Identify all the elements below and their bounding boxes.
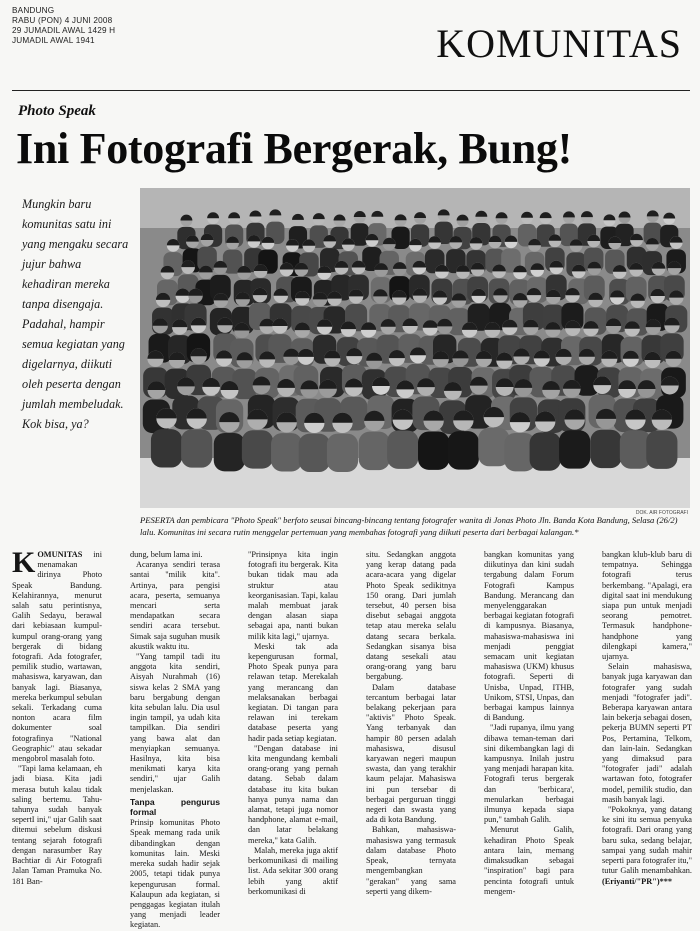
signoff: (Eriyanti/"PR")*** [602,876,673,886]
paragraph: "Tapi lama kelamaan, eh jadi biasa. Kita jadi merasa butuh kalau tidak saling bertemu. Tahu-tahunya sudah banyak sepertI ini," ujar Galih saat ditemui sebelum diskusi tentang sejarah fotografi dengan narasumber Ray Bachtiar di Air Fotografi Jalan Taman Pramuka No. 181 Ban- [12,764,102,886]
paragraph: Dalam database tercantum berbagai latar belakang pekerjaan para "aktivis" Photo Speak. Yang terbanyak dan hampir 80 persen adalah mahasiswa, disusul karyawan negeri maupun swasta, dan yang terakhir kaum pelajar. Mahasiswa ini pun tersebar di berbagai perguruan tinggi negeri dan swasta yang ada di kota Bandung. [366,682,456,825]
date-line-hijri: 29 JUMADIL AWAL 1429 H [12,26,116,35]
paragraph: Acaranya sendiri terasa santai "milik kita". Artinya, para pengisi acara, peserta, semuanya mencari serta mendapatkan secara sendiri acara tersebut. Simak saja suguhan musik akustik waktu itu. [130,560,220,651]
body-column-2 [130,550,220,930]
paragraph: "Jadi rupanya, ilmu yang dibawa teman-teman dari sini dikembangkan lagi di kampusnya. Inilah justru yang menjadi harapan kita. Fotografi terus bergerak dan 'berbicara', menularkan berbagai ilmunya kepada siapa pun," tambah Galih. [484,723,574,825]
paragraph: situ. Sedangkan anggota yang kerap datang pada acara-acara yang digelar Photo Speak sedikitnya 150 orang. Dari jumlah tersebut, 40 persen bisa disebut sebagai anggota tetap atau mereka selalu datang secara berkala. Sedangkan sisanya bisa datang sesekali atau orang-orang yang baru bergabung. [366,550,456,682]
paragraph: Meski tak ada kepengurusan formal, Photo Speak punya para relawan tetap. Merekalah yang merancang dan melaksanakan berbagai kegiatan. Di tangan para relawan ini terekam database peserta yang hadir pada setiap kegiatan. [248,641,338,743]
header-rule [12,90,690,91]
body-column-5 [484,550,574,896]
photo-credit: DOK. AIR FOTOGRAFI [635,510,688,516]
paragraph: "Prinsipnya kita ingin fotografi itu bergerak. Kita bukan tidak mau ada struktur atau keorganisasian. Tapi, kalau malah membuat jarak dengan alasan siapa sebagai apa, nanti bukan milik kita lagi," ujarnya. [248,550,338,641]
subhead: Tanpa pengurus formal [130,796,220,818]
paragraph: Malah, mereka juga aktif berkomunikasi di mailing list. Ada sekitar 300 orang lebih yang aktif berkomunikasi di [248,845,338,896]
body-column-4 [366,550,456,896]
paragraph: Menurut Galih, kehadiran Photo Speak antara lain, memang dimaksudkan sebagai "inspiration" bagi para pencinta fotografi untuk mengem- [484,825,574,896]
article-headline: Ini Fotografi Bergerak, Bung! [16,124,572,173]
paragraph: "Yang tampil tadi itu anggota kita sendiri, Aisyah Nurahmah (16) siswa kelas 2 SMA yang baru bergabung dengan kita sebulan lalu. Dia usul ingin tampil, ya udah kita tampilkan. Dia sendiri yang bawa alat dan menyiapkan semuanya. Hasilnya, kita bisa menikmati karya kita sendiri," ujar Galih menjelaskan. [130,652,220,794]
body-column-1 [12,546,102,886]
article-kicker: Photo Speak [18,103,96,119]
date-block [12,6,115,46]
paragraph: bangkan komunitas yang diikutinya dan kini sudah tergabung dalam Forum Fotografi Kampus Bandung. Merancang dan menyelenggarakan berbagai kegiatan fotografi di kampusnya. Biasanya, mahasiswa-mahasiswa ini menjadi penggiat semacam unit kegiatan mahasiswa (UKM) khusus fotografi. Seperti di Unisba, Unpad, ITHB, Unikom, STSI, Unpas, dan berbagai kampus lainnya di Bandung. [484,550,574,723]
paragraph: dung, belum lama ini. [130,550,203,559]
group-photo [140,188,690,508]
lead-word: OMUNITAS [37,550,83,559]
body-column-3 [248,550,338,896]
paragraph: ini menamakan dirinya Photo Speak Bandung. Kelahirannya, menurut salah satu perintisnya, Galih Sedayu, berawal dari kebiasaan kumpul-kumpul orang-orang yang bergerak di bidang fotografi. Ada fotografer, pemilik studio, wartawan, mahasiswa, karyawan, dan banyak lagi. Biasanya, mereka berkumpul sebulan sekali. Terkadang cuma nonton acara film dokumenter soal fotografinya "National Geographic" atau sekadar mengobrol masalah foto. [12,550,102,764]
paragraph: "Dengan database ini kita mengundang kembali orang-orang yang pernah datang. Sebab dalam database itu kita bukan hanya punya nama dan alamat, tetapi juga nomor handphone, alamat e-mail, dan latar belakang mereka," kata Galih. [248,743,338,845]
dropcap: K [12,546,36,579]
paragraph: bangkan klub-klub baru di tempatnya. Sehingga fotografi terus berkembang. "Apalagi, era digital saat ini mendukung siapa pun untuk menjadi seorang pemotret. Termasuk handphone-handphone yang dilengkapi kamera," ujarnya. [602,550,692,662]
paragraph: Selain mahasiswa, banyak juga karyawan dan fotografer yang sudah menjadi "fotografer jadi". Beberapa karyawan antara lain bekerja sebagai dosen, pekerja BUMN seperti PT Pos, Pertamina, Telkom, dan lain-lain. Sedangkan yang dimaksud para "fotografer jadi" adalah wartawan foto, fotografer model, pemilik studio, dan masih banyak lagi. [602,662,692,804]
masthead [12,6,690,88]
paragraph: "Pokoknya, yang datang ke sini itu semua penyuka fotografi. Dari orang yang baru suka, sedang belajar, sampai yang sudah mahir seperti para fotografer itu," tutur Galih menambahkan. [602,805,693,876]
paragraph: Bahkan, mahasiswa-mahasiswa yang termasuk dalam database Photo Speak, ternyata mengembangkan "gerakan" yang sama seperti yang dikem- [366,825,456,896]
date-line-city: BANDUNG [12,6,55,15]
group-photo-image [140,188,690,508]
section-rubric: KOMUNITAS [436,21,682,66]
photo-caption: PESERTA dan pembicara "Photo Speak" berfoto seusai bincang-bincang tentang fotografer wanita di Jonas Photo Jln. Banda Kota Bandung, Selasa (26/2) lalu. Komunitas ini secara rutin menggelar pertemuan yang membahas fotografi yang diikuti peserta dari berbagai kalangan.* [140,515,678,537]
article-body [12,546,693,930]
body-column-6 [602,550,693,886]
date-line-gregorian: RABU (PON) 4 JUNI 2008 [12,16,113,25]
article-lead: Mungkin baru komunitas satu ini yang mengaku secara jujur bahwa kehadiran mereka tanpa disengaja. Padahal, hampir semua kegiatan yang digelarnya, diikuti oleh peserta dengan jumlah membeludak. Kok bisa, ya? [22,197,129,431]
date-line-javanese: JUMADIL AWAL 1941 [12,36,95,45]
paragraph: Prinsip komunitas Photo Speak memang rada unik dibandingkan dengan komunitas lain. Meski mereka sudah hadir sejak 2005, tetapi tidak punya kepengurusan formal. Kalaupun ada kegiatan, si penggagas kegiatan itulah yang menjadi leader kegiatan. [130,818,220,930]
